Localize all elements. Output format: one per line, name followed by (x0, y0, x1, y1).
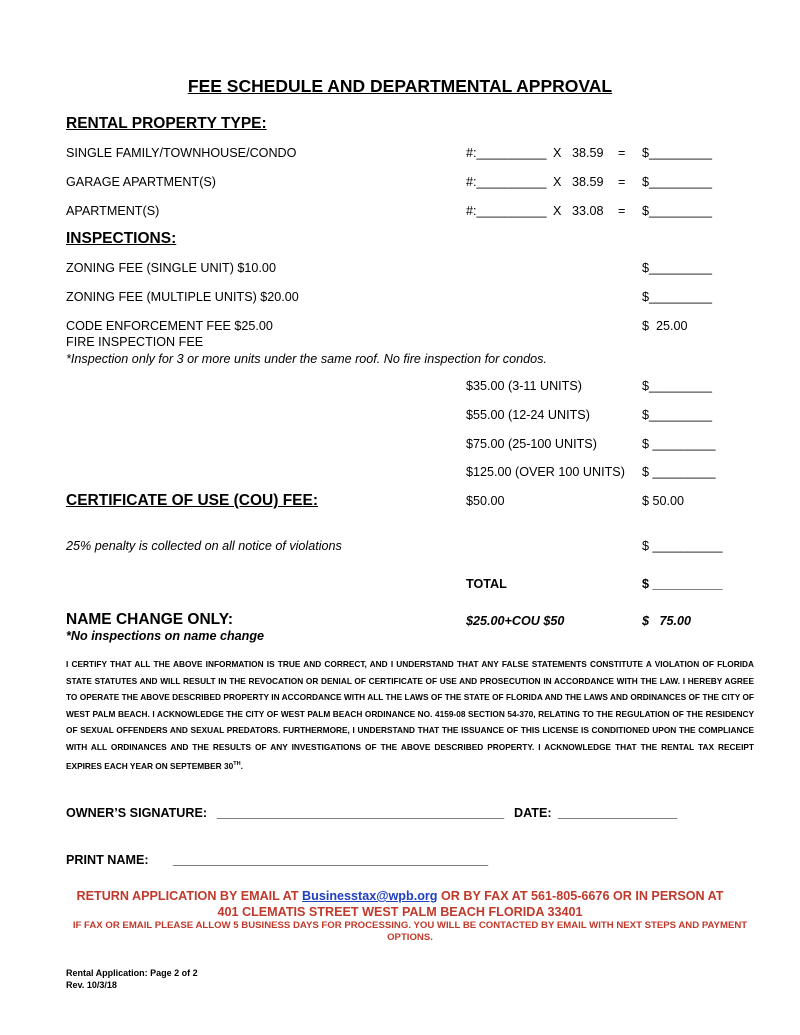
rental-property-heading: RENTAL PROPERTY TYPE: (66, 115, 267, 132)
rental-mult: X (553, 175, 562, 189)
footer-revision: Rev. 10/3/18 (66, 980, 117, 990)
rental-eq: = (618, 204, 626, 218)
return-address: 401 CLEMATIS STREET WEST PALM BEACH FLORIDA 33401 (217, 905, 583, 919)
rental-rate: 38.59 (572, 175, 604, 189)
total-amount-field[interactable]: $ __________ (642, 577, 723, 591)
rental-amount-field[interactable]: $_________ (642, 146, 713, 160)
fire-tier-label: $55.00 (12-24 UNITS) (466, 408, 590, 422)
rental-amount-field[interactable]: $_________ (642, 204, 713, 218)
penalty-note: 25% penalty is collected on all notice of violations (66, 539, 342, 553)
name-change-heading: NAME CHANGE ONLY: (66, 611, 234, 628)
cou-fee: $50.00 (466, 494, 505, 508)
name-change-fee: $25.00+COU $50 (466, 614, 565, 628)
page-title: FEE SCHEDULE AND DEPARTMENTAL APPROVAL (187, 76, 613, 96)
rental-eq: = (618, 175, 626, 189)
name-change-amount: $ 75.00 (642, 614, 692, 628)
code-enforcement-amount: $ 25.00 (642, 319, 688, 333)
email-link[interactable]: Businesstax@wpb.org (302, 889, 438, 903)
total-label: TOTAL (466, 577, 507, 591)
return-instructions (0, 889, 800, 903)
fire-tier-amount-field[interactable]: $ _________ (642, 437, 716, 451)
code-enforcement-label: CODE ENFORCEMENT FEE $25.00 (66, 319, 273, 333)
fire-tier-amount-field[interactable]: $_________ (642, 379, 713, 393)
rental-label: GARAGE APARTMENT(S) (66, 175, 216, 189)
rental-rate: 38.59 (572, 146, 604, 160)
return-text-2: OR BY FAX AT 561-805-6676 OR IN PERSON AT (437, 889, 724, 903)
rental-mult: X (553, 204, 562, 218)
fire-tier-label: $75.00 (25-100 UNITS) (466, 437, 597, 451)
return-text-1: RETURN APPLICATION BY EMAIL AT (76, 889, 303, 903)
name-change-note: *No inspections on name change (66, 629, 265, 643)
fire-tier-label: $35.00 (3-11 UNITS) (466, 379, 582, 393)
rental-count-field[interactable]: #:__________ (466, 146, 547, 160)
rental-label: SINGLE FAMILY/TOWNHOUSE/CONDO (66, 146, 297, 160)
rental-label: APARTMENT(S) (66, 204, 160, 218)
footer-page: Rental Application: Page 2 of 2 (66, 968, 198, 978)
cou-heading: CERTIFICATE OF USE (COU) FEE: (66, 492, 319, 509)
rental-count-field[interactable]: #:__________ (466, 175, 547, 189)
inspections-heading: INSPECTIONS: (66, 230, 177, 247)
fire-tier-amount-field[interactable]: $ _________ (642, 465, 716, 479)
rental-amount-field[interactable]: $_________ (642, 175, 713, 189)
zoning-single-label: ZONING FEE (SINGLE UNIT) $10.00 (66, 261, 276, 275)
rental-rate: 33.08 (572, 204, 604, 218)
certification-paragraph (66, 656, 754, 774)
cou-amount: $ 50.00 (642, 494, 685, 508)
owner-signature-line[interactable]: _________________________________________ (217, 806, 505, 820)
rental-eq: = (618, 146, 626, 160)
certification-superscript: TH (233, 760, 241, 767)
penalty-amount-field[interactable]: $ __________ (642, 539, 723, 553)
date-line[interactable]: _________________ (558, 806, 678, 820)
fire-tier-amount-field[interactable]: $_________ (642, 408, 713, 422)
certification-text: I CERTIFY THAT ALL THE ABOVE INFORMATION IS TRUE AND CORRECT, AND I UNDERSTAND THAT ANY FALSE STATEMENTS CONSTITUTE A VIOLATION OF FLORIDA STATE STATUTES AND WILL RESULT IN THE REVOCATION OR DENIAL OF CERTIFICATE OF USE AND PROSECUTION IN ACCORDANCE WITH THE LAW. I HEREBY AGREE TO OPERATE THE ABOVE DESCRIBED PROPERTY IN ACCORDANCE WITH ALL THE LAWS OF THE STATE OF FLORIDA AND THE LAWS AND ORDINANCES OF THE CITY OF WEST PALM BEACH. I ACKNOWLEDGE THE CITY OF WEST PALM BEACH ORDINANCE NO. 4159-08 SECTION 54-370, RELATING TO THE REGULATION OF THE RESIDENCY OF SEXUAL OFFENDERS AND SEXUAL PREDATORS. FURTHERMORE, I UNDERSTAND THAT THE ISSUANCE OF THIS LICENSE IS CONDITIONED UPON THE COMPLIANCE WITH ALL ORDINANCES AND THE RESULTS OF ANY INVESTIGATIONS OF THE ABOVE DESCRIBED PROPERTY. I ACKNOWLEDGE THAT THE RENTAL TAX RECEIPT EXPIRES EACH YEAR ON SEPTEMBER 30 (66, 659, 754, 771)
print-name-label: PRINT NAME: (66, 853, 149, 867)
date-label: DATE: (514, 806, 552, 820)
fire-tier-label: $125.00 (OVER 100 UNITS) (466, 465, 625, 479)
rental-count-field[interactable]: #:__________ (466, 204, 547, 218)
processing-notice: IF FAX OR EMAIL PLEASE ALLOW 5 BUSINESS DAYS FOR PROCESSING. YOU WILL BE CONTACTED BY EMAIL WITH NEXT STEPS AND PAYMENT OPTIONS. (72, 920, 748, 943)
rental-mult: X (553, 146, 562, 160)
zoning-multiple-label: ZONING FEE (MULTIPLE UNITS) $20.00 (66, 290, 299, 304)
fire-inspection-note: *Inspection only for 3 or more units under the same roof. No fire inspection for condos. (66, 352, 547, 366)
fire-inspection-label: FIRE INSPECTION FEE (66, 335, 204, 349)
owner-signature-label: OWNER’S SIGNATURE: (66, 806, 208, 820)
certification-end: . (240, 760, 243, 771)
zoning-multiple-amount-field[interactable]: $_________ (642, 290, 713, 304)
print-name-line[interactable]: _____________________________________________ (173, 853, 489, 867)
zoning-single-amount-field[interactable]: $_________ (642, 261, 713, 275)
